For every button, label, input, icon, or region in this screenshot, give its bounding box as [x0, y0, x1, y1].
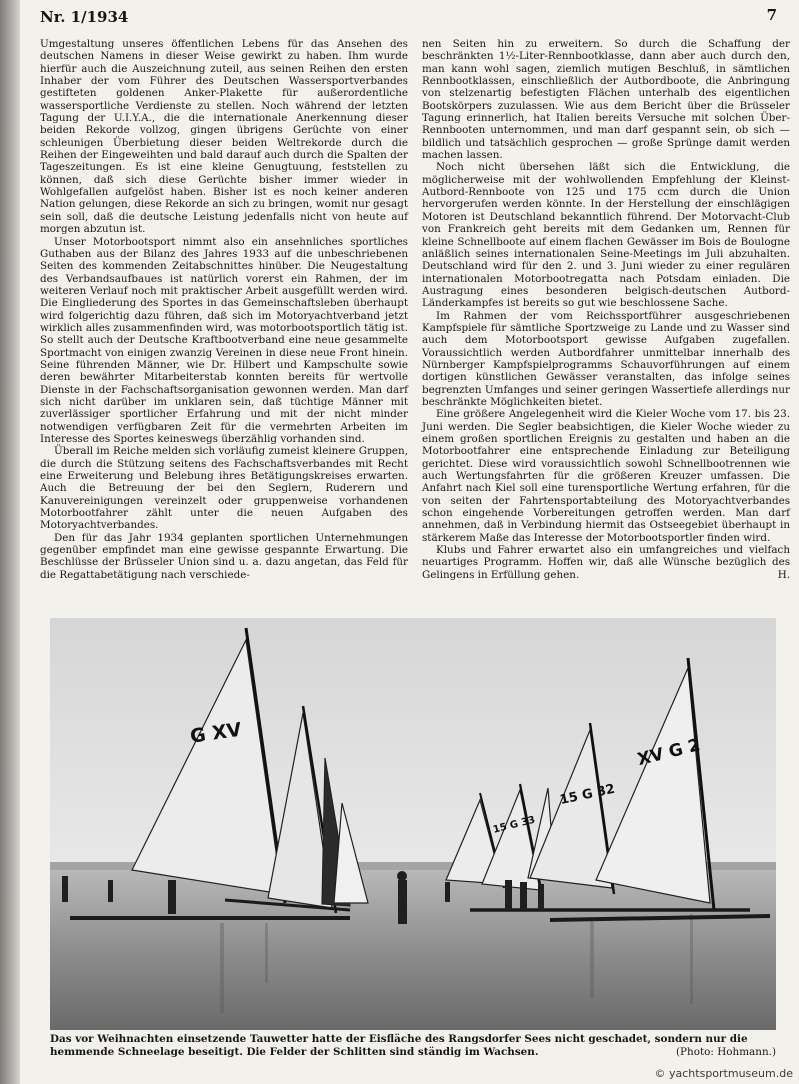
page-gutter [0, 0, 20, 1084]
paragraph: Den für das Jahr 1934 geplanten sportlichen Unternehmungen gegenüber empfindet man eine gewisse gespannte Erwartung. Die Beschlüsse der Brüsseler Union sind u. a. dazu angetan, das Feld für die Regattabetätigung nach verschiede- [40, 531, 408, 581]
sail-number-g33: 15 G 33 [491, 814, 537, 836]
ice-yachts-illustration [50, 618, 776, 1030]
paragraph: Umgestaltung unseres öffentlichen Lebens für das Ansehen des deutschen Namens in dieser Weise gewirkt zu haben. Ihm wurde hierfür auch die Auszeichnung zuteil, aus seinen Reihen den ersten Inhaber der vom Führer des Deutschen Wassersportverbandes gestifteten goldenen Anker-Plakette für außerordentliche wassersportliche Verdienste zu stellen. Noch während der letzten Tagung der U.I.Y.A., die die internationale Anerkennung dieser beiden Rekorde vollzog, gingen übrigens Gerüchte von einer schleunigen Überbietung dieser beiden Weltrekorde durch die Reihen der Eingeweihten und bald darauf auch durch die Spalten der Tageszeitungen. Es ist eine kleine Genugtuung, feststellen zu können, daß sich diese Gerüchte bisher immer wieder in Wohlgefallen aufgelöst haben. Bisher ist es noch keiner anderen Nation gelungen, diese Rekorde an sich zu bringen, womit nur gesagt sein soll, daß die deutsche Leistung jedenfalls nicht von heute auf morgen abzutun ist. [40, 38, 408, 236]
sail-number-g-xv: G XV [188, 718, 243, 748]
photo-caption [50, 1033, 776, 1059]
sail-number-g32: 15 G 32 [558, 781, 617, 809]
paragraph-text: Klubs und Fahrer erwartet also ein umfangreiches und vielfach neuartiges Programm. Hoffen wir, daß alle Wünsche bezüglich des Gelingens in Erfüllung gehen. [422, 544, 790, 581]
page-number: 7 [766, 6, 777, 24]
paragraph: Überall im Reiche melden sich vorläufig zumeist kleinere Gruppen, die durch die Stützung seitens des Fachschaftsverbandes mit Recht eine Erweiterung und Belebung ihres Betätigungskreises erwarten. Auch die Betreuung der bei den Seglern, Ruderern und Kanuvereinigungen vereinzelt oder gruppenweise vorhandenen Motorbootfahrer zählt unter die neuen Aufgaben des Motoryachtverbandes. [40, 445, 408, 532]
paragraph [422, 544, 790, 581]
left-column [40, 38, 408, 581]
paragraph: Noch nicht übersehen läßt sich die Entwicklung, die möglicherweise mit der wohlwollenden Empfehlung der Kleinst-Autbord-Rennboote von 125 und 175 ccm durch die Union hervorgerufen werden könnte. In der Herstellung der einschlägigen Motoren ist Deutschland bekanntlich führend. Der Motorvacht-Club von Frankreich geht bereits mit dem Gedanken um, Rennen für kleine Schnellboote auf einem flachen Gewässer im Bois de Boulogne anläßlich seines internationalen Seine-Meetings im Juli abzuhalten. Deutschland wird für den 2. und 3. Juni wieder zu einer regulären internationalen Motorbootregatta nach Potsdam einladen. Die Austragung eines besonderen belgisch-deutschen Autbord-Länderkampfes ist bereits so gut wie beschlossene Sache. [422, 161, 790, 310]
paragraph: Im Rahmen der vom Reichssportführer ausgeschriebenen Kampfspiele für sämtliche Sportzweige zu Lande und zu Wasser sind auch dem Motorbootsport gewisse Aufgaben zugefallen. Voraussichtlich werden Autbordfahrer unmittelbar innerhalb des Nürnberger Kampfspielprogramms Schauvorführungen auf einem dortigen künstlichen Gewässer veranstalten, das infolge seines begrenzten Umfanges und seiner geringen Wassertiefe allerdings nur beschränkte Möglichkeiten bietet. [422, 309, 790, 408]
watermark: © yachtsportmuseum.de [654, 1067, 793, 1080]
paragraph: Eine größere Angelegenheit wird die Kieler Woche vom 17. bis 23. Juni werden. Die Segler beabsichtigen, die Kieler Woche wieder zu einem großen sportlichen Ereignis zu gestalten und haben an die Motorbootfahrer eine entsprechende Einladung zur Beteiligung gerichtet. Diese wird voraussichtlich sowohl Schnellbootrennen wie auch Wertungsfahrten für die größeren Kreuzer umfassen. Die Anfahrt nach Kiel soll eine turensportliche Wertung erfahren, für die von seiten der Fahrtensportabteilung des Motoryachtverbandes schon eingehende Vorbereitungen getroffen werden. Man darf annehmen, daß in Verbindung hiermit das Ostseegebiet überhaupt in stärkerem Maße das Interesse der Motorbootsportler finden wird. [422, 408, 790, 544]
paragraph: Unser Motorbootsport nimmt also ein ansehnliches sportliches Guthaben aus der Bilanz des Jahres 1933 auf die unbeschriebenen Seiten des kommenden Zeitabschnittes hinüber. Die Neugestaltung des Verbandsaufbaues ist natürlich vorerst ein Rahmen, der im weiteren Verlauf noch mit praktischer Arbeit ausgefüllt werden wird. Die Eingliederung des Sportes in das Gemeinschaftsleben überhaupt wird folgerichtig dazu führen, daß sich im Motoryachtverband jetzt wirklich alles zusammenfinden wird, was motorbootsportlich tätig ist. So stellt auch der Deutsche Kraftbootverband eine neue gesammelte Sportmacht von einigen zwanzig Vereinen in diese neue Front hinein. Seine führenden Männer, wie Dr. Hilbert und Kampschulte sowie deren bewährter Mitarbeiterstab konnten bereits für wertvolle Dienste in der Fachschaftsorganisation gewonnen werden. Man darf sich nicht darüber im unklaren sein, daß tüchtige Männer mit zuverlässiger sportlicher Erfahrung und mit der nicht minder notwendigen verfügbaren Zeit für die vermehrten Arbeiten im Interesse des Sportes keineswegs überzählig vorhanden sind. [40, 235, 408, 445]
caption-text: Das vor Weihnachten einsetzende Tauwetter hatte der Eisfläche des Rangsdorfer Sees nicht geschadet, sondern nur die hemmende Schneelage beseitigt. Die Felder der Schlitten sind ständig im Wachsen. [50, 1033, 748, 1058]
paragraph: nen Seiten hin zu erweitern. So durch die Schaffung der beschränkten 1½-Liter-Rennbootklasse, dann aber auch durch den, man kann wohl sagen, ziemlich mutigen Beschluß, in sämtlichen Rennbootklassen, einschließlich der Autbordboote, die Anbringung von stelzenartig befestigten Flächen unterhalb des eigentlichen Bootskörpers zuzulassen. Wie aus dem Bericht über die Brüsseler Tagung erinnerlich, hat Italien bereits Versuche mit solchen Über-Rennbooten unternommen, und man darf gespannt sein, ob sich — bildlich und tatsächlich gesprochen — große Sprünge damit werden machen lassen. [422, 38, 790, 162]
sail-number-xv-g2: XV G 2 [635, 735, 703, 771]
author-signature: H. [777, 568, 790, 581]
issue-number: Nr. 1/1934 [40, 8, 129, 26]
photo-credit: (Photo: Hohmann.) [675, 1046, 776, 1058]
magazine-page [20, 0, 799, 1084]
right-column [422, 38, 790, 581]
ice-yacht-photo [50, 618, 776, 1030]
